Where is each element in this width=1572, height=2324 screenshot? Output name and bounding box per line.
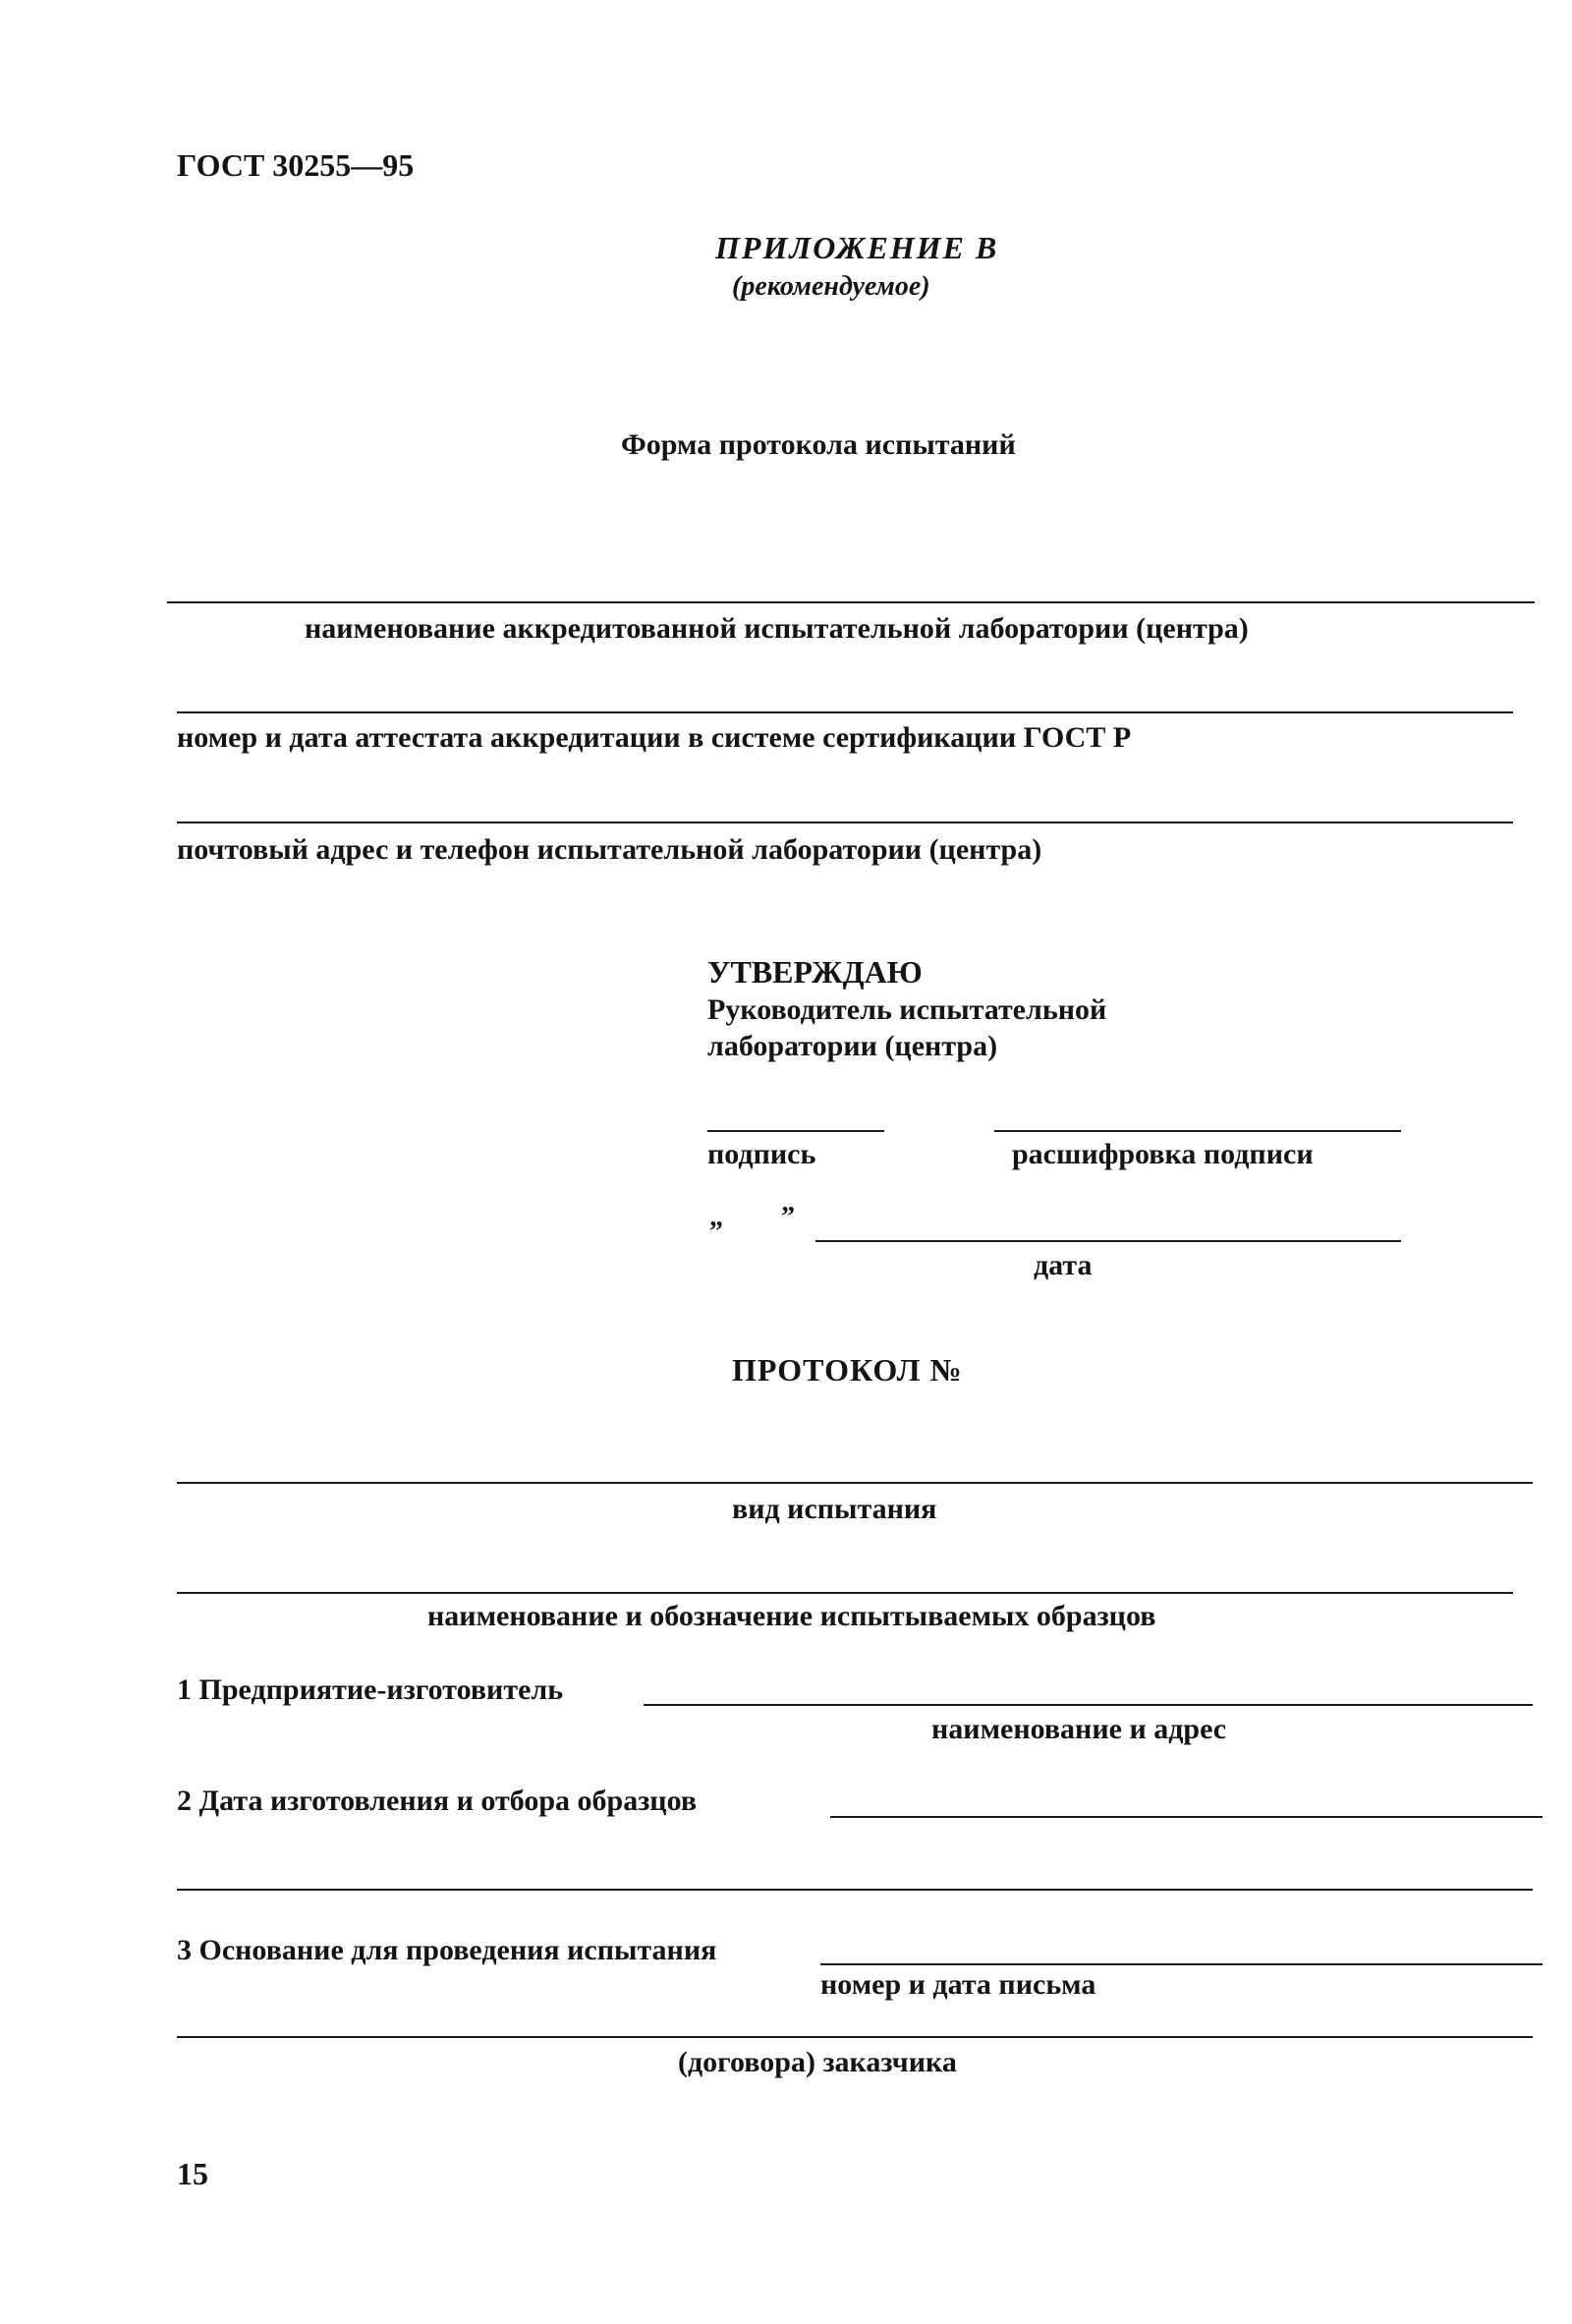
item3-caption-cont: (договора) заказчика [678, 2046, 957, 2078]
caption-lab-name: наименование аккредитованной испытательной лаборатории (центра) [305, 612, 1249, 645]
standard-code: ГОСТ 30255—95 [177, 147, 415, 183]
accreditation-line [177, 711, 1513, 713]
caption-test-type: вид испытания [732, 1493, 937, 1525]
appendix-title: ПРИЛОЖЕНИЕ В [715, 230, 999, 265]
test-type-line [177, 1482, 1533, 1484]
caption-accreditation: номер и дата аттестата аккредитации в системе сертификации ГОСТ Р [177, 721, 1132, 754]
item3-caption: номер и дата письма [820, 1968, 1096, 2001]
item1-line [644, 1704, 1533, 1706]
item3-extra-line [177, 2036, 1533, 2038]
quote-close: ” [781, 1202, 795, 1232]
form-title: Форма протокола испытаний [621, 428, 1016, 461]
quote-open: „ [709, 1202, 723, 1232]
protocol-title: ПРОТОКОЛ № [732, 1352, 963, 1388]
page-number: 15 [177, 2156, 208, 2191]
lab-name-line [167, 601, 1535, 603]
caption-signature: подпись [707, 1138, 816, 1170]
item3-line [820, 1963, 1543, 1965]
caption-date: дата [1034, 1249, 1093, 1281]
caption-samples: наименование и обозначение испытываемых образцов [427, 1600, 1156, 1632]
appendix-status: (рекомендуемое) [732, 271, 930, 302]
signature-line [707, 1130, 884, 1132]
caption-signature-decoding: расшифровка подписи [1012, 1138, 1314, 1170]
item3-label: 3 Основание для проведения испытания [177, 1934, 717, 1966]
approval-heading: УТВЕРЖДАЮ [707, 954, 923, 990]
item1-caption: наименование и адрес [931, 1713, 1227, 1745]
item2-line [830, 1816, 1543, 1818]
approval-role-line2: лаборатории (центра) [707, 1030, 998, 1062]
item2-label: 2 Дата изготовления и отбора образцов [177, 1785, 698, 1817]
address-line [177, 822, 1513, 823]
date-line [815, 1240, 1401, 1242]
samples-line [177, 1592, 1513, 1594]
item2-extra-line [177, 1889, 1533, 1891]
signature-decoding-line [994, 1130, 1401, 1132]
approval-role-line1: Руководитель испытательной [707, 993, 1107, 1026]
item1-label: 1 Предприятие-изготовитель [177, 1673, 564, 1706]
caption-address: почтовый адрес и телефон испытательной лаборатории (центра) [177, 833, 1042, 866]
